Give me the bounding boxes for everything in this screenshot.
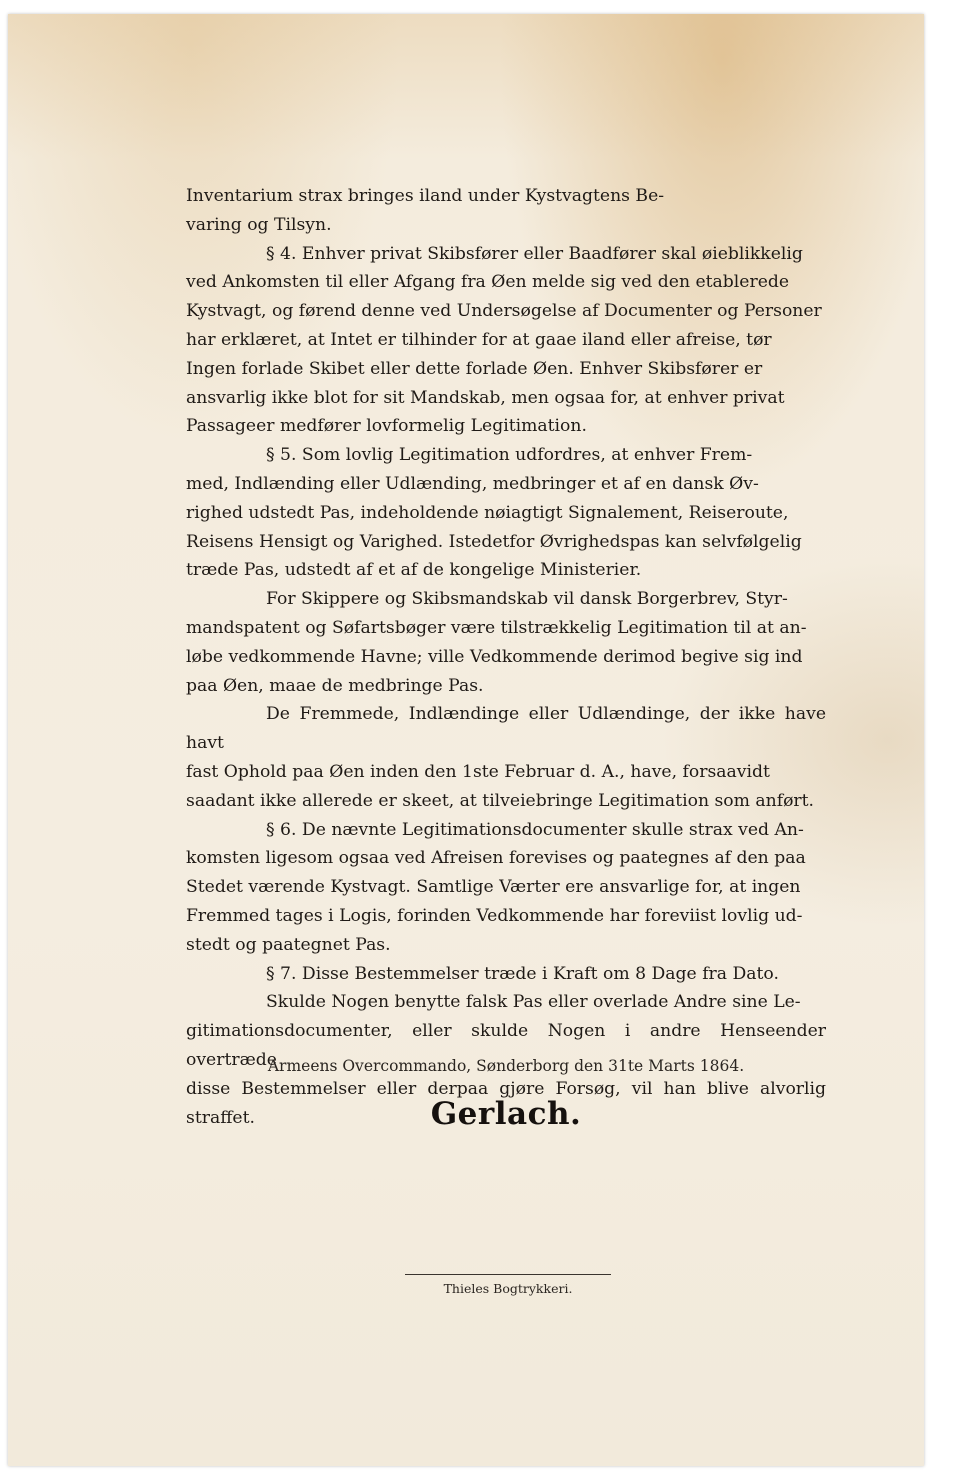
text-line: Fremmed tages i Logis, forinden Vedkommende har foreviist lovlig ud- [186,905,803,926]
text-line: saadant ikke allerede er skeet, at tilveiebringe Legitimation som anført. [186,790,815,811]
paragraph-list [186,182,826,1132]
text-line: løbe vedkommende Havne; ville Vedkommende derimod begive sig ind [186,646,803,667]
printer-imprint: Thieles Bogtrykkeri. [443,1281,573,1296]
paragraph [186,182,826,240]
text-line: har erklæret, at Intet er tilhinder for at gaae iland eller afreise, tør [186,329,772,350]
text-line: disse Bestemmelser eller derpaa gjøre Forsøg, vil han blive alvorlig straffet. [186,1078,826,1128]
text-line: For Skippere og Skibsmandskab vil dansk Borgerbrev, Styr- [266,589,788,610]
text-line: ved Ankomsten til eller Afgang fra Øen melde sig ved den etablerede [186,272,790,293]
text-line: Stedet værende Kystvagt. Samtlige Værter ere ansvarlige for, at ingen [186,877,801,898]
text-line: Skulde Nogen benytte falsk Pas eller overlade Andre sine Le- [266,992,801,1013]
text-line: fast Ophold paa Øen inden den 1ste Februar d. A., have, forsaavidt [186,761,770,782]
text-line: Kystvagt, og førend denne ved Undersøgelse af Documenter og Personer [186,301,822,322]
text-line: § 7. Disse Bestemmelser træde i Kraft om 8 Dage fra Dato. [266,963,779,984]
text-line: De Fremmede, Indlændinge eller Udlændinge, der ikke have havt [186,704,826,754]
paper-sheet [8,14,924,1466]
text-line: ansvarlig ikke blot for sit Mandskab, men ogsaa for, at enhver privat [186,387,785,408]
text-line: med, Indlænding eller Udlænding, medbringer et af en dansk Øv- [186,473,759,494]
document-body [186,182,826,1132]
paragraph [186,960,826,989]
text-line: § 5. Som lovlig Legitimation udfordres, at enhver Frem- [266,445,753,466]
paragraph [186,700,826,815]
paragraph [186,240,826,442]
text-line: Reisens Hensigt og Varighed. Istedetfor Øvrighedspas kan selvfølgelig [186,531,802,552]
text-line: § 6. De nævnte Legitimationsdocumenter skulle strax ved An- [266,819,804,840]
footer-divider [405,1274,611,1275]
paragraph [186,816,826,960]
text-line: righed udstedt Pas, indeholdende nøiagtigt Signalement, Reiseroute, [186,502,789,523]
text-line: § 4. Enhver privat Skibsfører eller Baadfører skal øieblikkelig [266,243,803,264]
text-line: Passageer medfører lovformelig Legitimation. [186,416,587,437]
text-line: træde Pas, udstedt af et af de kongelige Ministerier. [186,560,642,581]
text-line: varing og Tilsyn. [186,214,332,235]
paragraph [186,585,826,700]
text-line: Ingen forlade Skibet eller dette forlade Øen. Enhver Skibsfører er [186,358,763,379]
signature: Gerlach. [430,1096,582,1132]
paragraph [186,441,826,585]
place-and-date: Armeens Overcommando, Sønderborg den 31te Marts 1864. [267,1057,745,1075]
text-line: paa Øen, maae de medbringe Pas. [186,675,484,696]
text-line: gitimationsdocumenter, eller skulde Nogen i andre Henseender overtræde [186,1021,826,1070]
text-line: stedt og paategnet Pas. [186,934,391,955]
text-line: Inventarium strax bringes iland under Kystvagtens Be- [186,186,665,206]
text-line: mandspatent og Søfartsbøger være tilstrækkelig Legitimation til at an- [186,617,807,638]
text-line: komsten ligesom ogsaa ved Afreisen forevises og paategnes af den paa [186,848,806,869]
